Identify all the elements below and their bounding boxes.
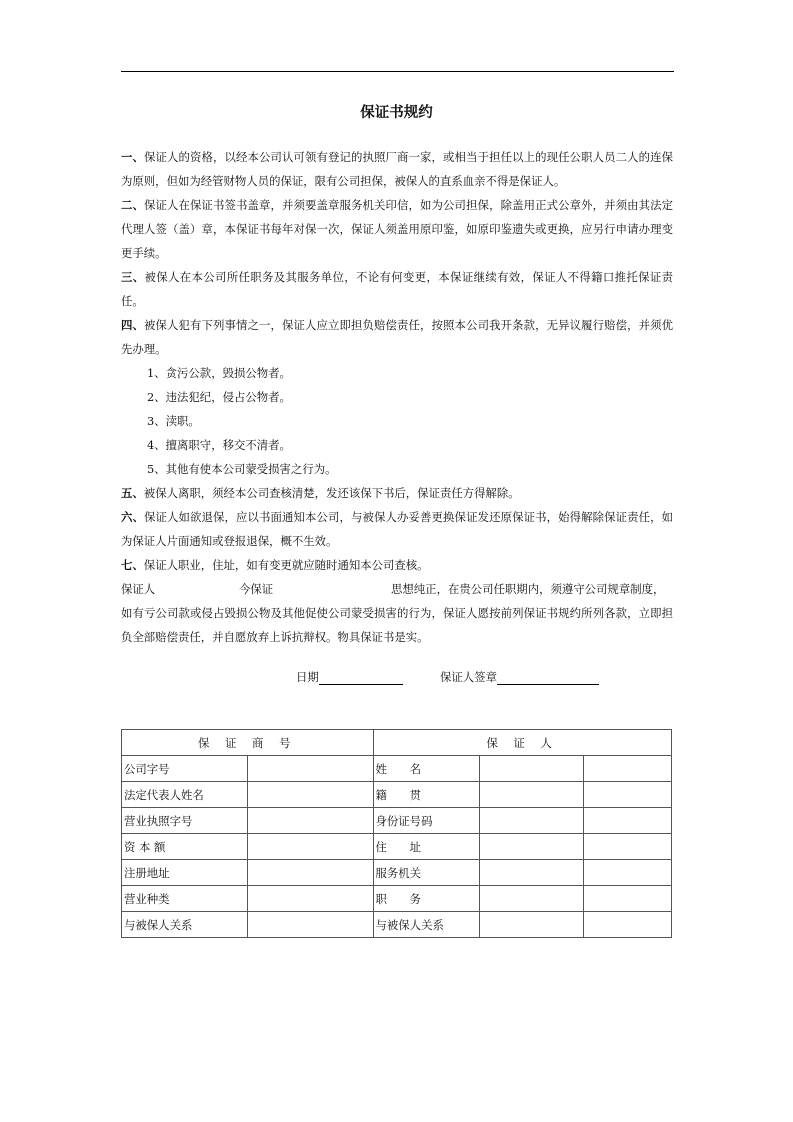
date-label: 日期 [296,670,319,684]
row-label: 资 本 额 [122,834,248,860]
sub-item-2: 2、违法犯纪，侵占公物者。 [147,390,291,404]
clause-text: 保证人职业，住址，如有变更就应随时通知本公司查核。 [143,558,429,572]
row-label: 营业执照字号 [122,808,248,834]
value-cell[interactable] [247,756,373,782]
value-cell[interactable] [584,834,672,860]
statement-text: 思想纯正，在贵公司任职期内，须遵守公司规章制度， [391,582,665,596]
table-row [122,860,672,886]
value-cell[interactable] [584,808,672,834]
header-rule [121,71,674,72]
value-cell[interactable] [480,782,584,808]
value-cell[interactable] [247,808,373,834]
value-cell[interactable] [480,808,584,834]
row-label: 籍 贯 [373,782,480,808]
clause-text: 被保人离职，须经本公司查核清楚，发还该保下书后，保证责任方得解除。 [143,486,520,500]
guarantee-statement-rest: 如有亏公司款或侵占毁损公物及其他促使公司蒙受损害的行为，保证人愿按前列保证书规约所列各款，立即担负全部赔偿责任，并自愿放弃上诉抗辩权。物具保证书是实。 [121,606,673,644]
value-cell[interactable] [584,912,672,938]
clause-6 [121,505,673,553]
sub-item-4: 4、擅离职守，移交不清者。 [147,438,291,452]
clause-text: 保证人的资格，以经本公司认可领有登记的执照厂商一家，或相当于担任以上的现任公职人员二人的连保为原则，但如为经管财物人员的保证，限有公司担保，被保人的直系血亲不得是保证人。 [121,150,673,188]
date-blank[interactable] [319,671,403,685]
guarantor-info-table [121,729,672,938]
row-label: 注册地址 [122,860,248,886]
guarantee-label: 今保证 [239,582,274,596]
clause-5 [121,481,673,505]
row-label: 姓 名 [373,756,480,782]
clause-7 [121,553,673,577]
guarantor-label: 保证人 [121,582,156,596]
row-label: 与被保人关系 [122,912,248,938]
row-label: 身份证号码 [373,808,480,834]
row-label: 住 址 [373,834,480,860]
document-body [121,145,673,649]
row-label: 营业种类 [122,886,248,912]
sub-item-5: 5、其他有使本公司蒙受损害之行为。 [147,462,337,476]
clause-text: 被保人犯有下列事情之一，保证人应立即担负赔偿责任，按照本公司我开条款，无异议履行赔偿，并须优先办理。 [121,318,673,356]
table-row [122,782,672,808]
value-cell[interactable] [247,860,373,886]
value-cell[interactable] [247,912,373,938]
guarantor-person-header: 保 证 人 [373,730,672,756]
guarantor-company-header: 保 证 商 号 [122,730,374,756]
clause-number: 六、 [121,510,145,524]
value-cell[interactable] [480,860,584,886]
value-cell[interactable] [584,886,672,912]
clause-4 [121,313,673,361]
row-label: 公司字号 [122,756,248,782]
table-row [122,808,672,834]
signature-blank[interactable] [497,671,599,685]
signature-label: 保证人签章 [440,670,497,684]
value-cell[interactable] [247,834,373,860]
clause-number: 四、 [121,318,145,332]
table-header-row [122,730,672,756]
clause-1 [121,145,673,193]
value-cell[interactable] [480,834,584,860]
table-row [122,886,672,912]
signature-field [440,669,599,685]
clause-text: 被保人在本公司所任职务及其服务单位，不论有何变更，本保证继续有效，保证人不得籍口推托保证责任。 [121,270,673,308]
clause-number: 三、 [121,270,145,284]
clause-number: 七、 [121,558,144,572]
guarantee-statement-first-line [121,577,673,601]
clause-number: 一、 [121,150,145,164]
value-cell[interactable] [480,886,584,912]
clause-2 [121,193,673,265]
date-field [296,669,403,685]
sub-item-1: 1、贪污公款，毁损公物者。 [147,366,291,380]
value-cell[interactable] [480,756,584,782]
clause-number: 五、 [121,486,144,500]
row-label: 职 务 [373,886,480,912]
clause-text: 保证人在保证书签书盖章，并须要盖章服务机关印信，如为公司担保，除盖用正式公章外，并须由其法定代理人签（盖）章，本保证书每年对保一次，保证人须盖用原印鉴，如原印鉴遗失或更换，应另行申请办理变更手续。 [121,198,673,260]
row-label: 法定代表人姓名 [122,782,248,808]
value-cell[interactable] [480,912,584,938]
document-title: 保证书规约 [360,105,433,121]
value-cell[interactable] [584,860,672,886]
value-cell[interactable] [584,782,672,808]
value-cell[interactable] [247,782,373,808]
row-label: 服务机关 [373,860,480,886]
clause-text: 保证人如欲退保，应以书面通知本公司，与被保人办妥善更换保证发还原保证书，始得解除保证责任，如为保证人片面通知或登报退保，概不生效。 [121,510,673,548]
clause-3 [121,265,673,313]
row-label: 与被保人关系 [373,912,480,938]
clause-number: 二、 [121,198,145,212]
table-row [122,756,672,782]
value-cell[interactable] [247,886,373,912]
table-row [122,834,672,860]
table-row [122,912,672,938]
value-cell[interactable] [584,756,672,782]
sub-item-3: 3、渎职。 [147,414,200,428]
